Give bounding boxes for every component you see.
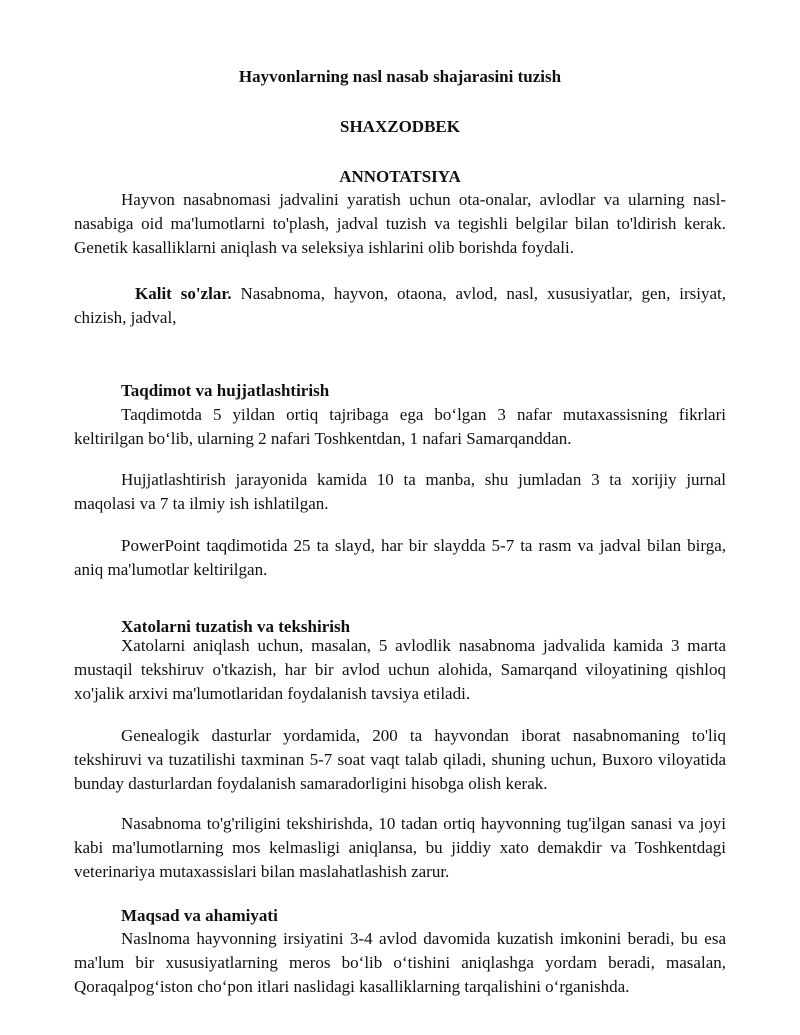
- section-heading-purpose: Maqsad va ahamiyati: [121, 906, 278, 925]
- section-heading-errors: Xatolarni tuzatish va tekshirish: [121, 617, 351, 636]
- section-paragraph: Hujjatlashtirish jarayonida kamida 10 ta manba, shu jumladan 3 ta xorijiy jurnal maqolasi va 7 ta ilmiy ish ishlatilgan.: [74, 470, 726, 513]
- section-paragraph: PowerPoint taqdimotida 25 ta slayd, har bir slaydda 5-7 ta rasm va jadval bilan birga, aniq ma'lumotlar keltirilgan.: [74, 536, 726, 579]
- keywords-text: Nasabnoma, hayvon, otaona, avlod, nasl, xususiyatlar, gen, irsiyat, chizish, jadval,: [74, 284, 726, 327]
- section-paragraph: Taqdimotda 5 yildan ortiq tajribaga ega bo‘lgan 3 nafar mutaxassisning fikrlari keltirilgan bo‘lib, ularning 2 nafari Toshkentdan, 1 nafari Samarqanddan.: [74, 405, 726, 448]
- section-paragraph: Genealogik dasturlar yordamida, 200 ta hayvondan iborat nasabnomaning to'liq tekshiruvi va tuzatilishi taxminan 5-7 soat vaqt talab qiladi, shuning uchun, Buxoro viloyatida bunday dasturlardan foydalanish samaradorligini hisobga olish kerak.: [74, 726, 726, 793]
- abstract-paragraph: Hayvon nasabnomasi jadvalini yaratish uchun ota-onalar, avlodlar va ularning nasl-nasabiga oid ma'lumotlarni to'plash, jadval tuzish va tegishli belgilar bilan to'ldirish kerak. Genetik kasalliklarni aniqlash va seleksiya ishlarini olib borishda foydali.: [74, 190, 726, 257]
- abstract-heading: ANNOTATSIYA: [339, 167, 461, 186]
- section-paragraph: Nasabnoma to'g'riligini tekshirishda, 10 tadan ortiq hayvonning tug'ilgan sanasi va joyi kabi ma'lumotlarning mos kelmasligi aniqlansa, bu jiddiy xato demakdir va Toshkentdagi veterinariya mutaxassislari bilan maslahatlashish zarur.: [74, 814, 726, 881]
- section-heading-presentation: Taqdimot va hujjatlashtirish: [121, 381, 330, 400]
- author-name: SHAXZODBEK: [340, 117, 460, 136]
- keywords-label: Kalit so'zlar.: [135, 284, 232, 303]
- keywords-paragraph: [74, 282, 726, 330]
- section-paragraph: Naslnoma hayvonning irsiyatini 3-4 avlod davomida kuzatish imkonini beradi, bu esa ma'lum bir xususiyatlarning meros bo‘lib o‘tishini aniqlashga yordam beradi, masalan, Qoraqalpog‘iston cho‘pon itlari naslidagi kasalliklarning tarqalishini o‘rganishda.: [74, 929, 726, 996]
- document-title: Hayvonlarning nasl nasab shajarasini tuzish: [238, 67, 562, 86]
- section-paragraph: Xatolarni aniqlash uchun, masalan, 5 avlodlik nasabnoma jadvalida kamida 3 marta mustaqil tekshiruv o'tkazish, har bir avlod uchun alohida, Samarqand viloyatining qishloq xo'jalik arxivi ma'lumotlaridan foydalanish tavsiya etiladi.: [74, 636, 726, 703]
